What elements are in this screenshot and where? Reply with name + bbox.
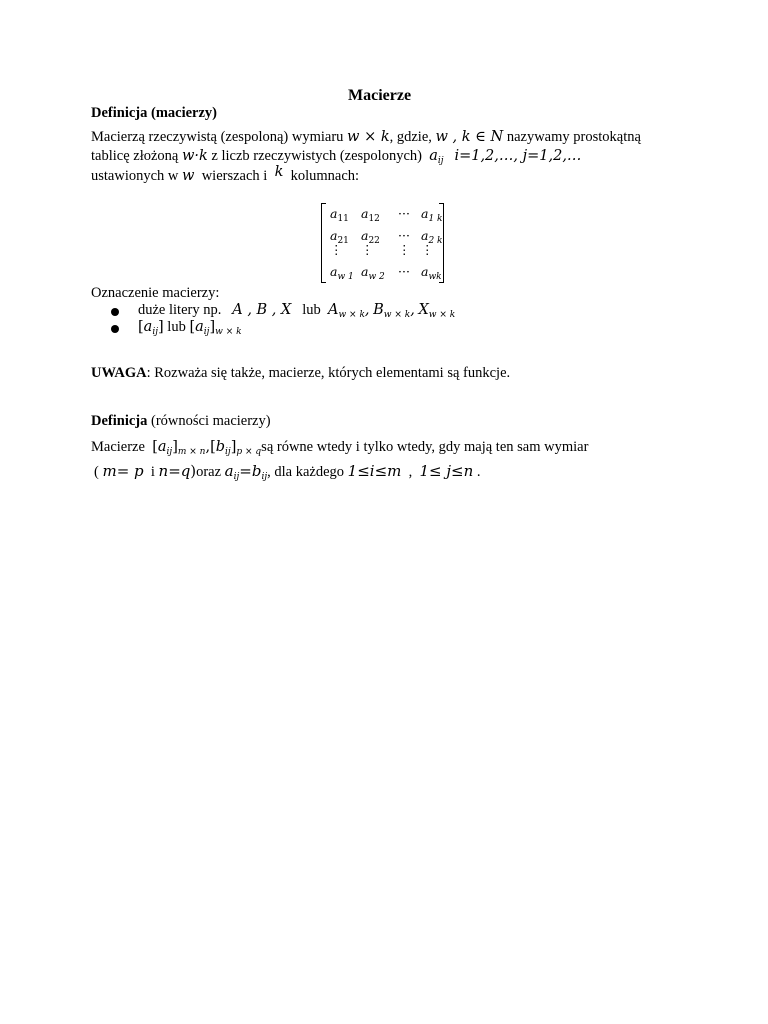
matrix-cell: $a_{2 k}$ xyxy=(421,228,443,246)
text: Macierze xyxy=(91,439,145,455)
page-title: Macierze xyxy=(348,87,412,104)
text: z liczb rzeczywistych (zespolonych) xyxy=(211,148,422,164)
math-subscript: p × q xyxy=(236,447,262,457)
text: . xyxy=(476,464,481,480)
text: oraz xyxy=(196,464,222,480)
math-range-i: 1≤i≤m xyxy=(347,462,402,480)
matrix-left-bracket xyxy=(321,203,326,283)
text: duże litery np. xyxy=(138,302,222,318)
text: są równe wtedy i tylko wtedy, gdy mają ten sam wymiar xyxy=(261,439,589,455)
matrix-cell: ··· xyxy=(398,228,410,243)
math-index-range: i=1,2,…, j=1,2,… xyxy=(454,148,582,164)
notation-bullet-1: duże litery np. A , B , X lub $A_{w \times k}$, $B_{w \times k}$, $X_{w \times k}$ xyxy=(138,302,456,320)
math-subscript: m × n xyxy=(177,447,206,457)
text: wierszach i xyxy=(201,168,268,184)
matrix-cell: ⋮ xyxy=(421,242,434,257)
note-text: : Rozważa się także, macierze, których elementami są funkcje. xyxy=(146,365,511,381)
matrix-cell: ··· xyxy=(398,264,410,279)
text: , xyxy=(408,464,413,480)
math-n-eq-q: n=q xyxy=(158,462,191,480)
text: nazywamy prostokątną xyxy=(506,129,641,145)
math-subscript: ij xyxy=(166,447,173,457)
math-letters: A , B , X xyxy=(232,302,292,318)
matrix-cell: $a_{21}$ xyxy=(330,228,349,246)
definition-2-line-2 xyxy=(94,462,481,481)
math-subscript: ij xyxy=(225,447,231,457)
text: ) xyxy=(190,464,197,480)
matrix-cell: $a_{w 2}$ xyxy=(361,264,385,282)
math-b: b xyxy=(251,462,262,480)
bullet-icon xyxy=(111,308,119,316)
math-range-j: 1≤ j≤n xyxy=(419,462,474,480)
matrix-cell: $a_{w 1}$ xyxy=(330,264,354,282)
math-element: a xyxy=(195,319,204,335)
math-subscript: ij xyxy=(437,156,444,166)
matrix-cell: ⋮ xyxy=(330,242,343,257)
text: ustawionych w xyxy=(91,168,179,184)
math-subscript: ij xyxy=(261,472,268,482)
matrix-cell: ⋮ xyxy=(361,242,374,257)
math-subscript: w × k xyxy=(428,310,456,320)
note-paragraph xyxy=(91,365,510,382)
text: tablicę złożoną xyxy=(91,148,179,164)
text: lub xyxy=(167,319,186,335)
definition-2-heading xyxy=(91,413,271,430)
matrix-cell: $a_{wk}$ xyxy=(421,264,442,282)
math-condition: w , k ∈ N xyxy=(435,129,504,145)
math-subscript: w × k xyxy=(215,327,242,337)
definition-line-2 xyxy=(91,148,581,165)
math-w: w xyxy=(182,168,195,184)
math-element: a xyxy=(143,319,153,335)
definition-2-line-1: Macierze $[a_{ij}]_{m \times n},[b_{ij}]_{p \times q}są$ równe wtedy i tylko wtedy, gdy mają ten sam wymiar xyxy=(91,439,589,457)
text: , dla każdego xyxy=(267,464,345,480)
math-m-eq-p: m= p xyxy=(102,462,144,480)
heading-rest: (równości macierzy) xyxy=(151,413,271,429)
text: kolumnach: xyxy=(290,168,360,184)
heading-bold: Definicja xyxy=(91,413,148,429)
text: lub xyxy=(302,302,321,318)
math-a: a xyxy=(157,439,167,455)
math-k: k xyxy=(274,164,284,180)
text: ( xyxy=(94,464,99,480)
text: i xyxy=(150,464,155,480)
math-subscript: ij xyxy=(203,327,210,337)
definition-heading: Definicja (macierzy) xyxy=(91,105,218,121)
math-a: a xyxy=(224,462,234,480)
math-subscript: w × k xyxy=(383,310,411,320)
math-b: b xyxy=(215,439,226,455)
matrix-cell: $a_{22}$ xyxy=(361,228,380,246)
math-dimension: w × k xyxy=(347,129,390,145)
text: , gdzie, xyxy=(389,129,432,145)
math-subscript: w × k xyxy=(338,310,365,320)
definition-line-1 xyxy=(91,129,641,146)
matrix-cell: $a_{12}$ xyxy=(361,206,380,224)
matrix-cell: $a_{11}$ xyxy=(330,206,349,224)
matrix-cell: ⋮ xyxy=(398,242,411,257)
math-subscript: ij xyxy=(233,472,240,482)
definition-line-3 xyxy=(91,164,360,185)
math-subscript: ij xyxy=(152,327,158,337)
math-B: B xyxy=(373,302,384,318)
math-equals: = xyxy=(239,462,252,480)
notation-heading: Oznaczenie macierzy: xyxy=(91,285,220,301)
bullet-icon xyxy=(111,325,119,333)
math-product: w·k xyxy=(181,148,208,164)
math-A: A xyxy=(328,302,339,318)
math-X: X xyxy=(418,302,429,318)
notation-bullet-2: $[a_{ij}]$ lub $[a_{ij}]_{w \times k}$ xyxy=(138,319,242,337)
note-label: UWAGA xyxy=(91,365,147,381)
math-element: a xyxy=(429,148,438,164)
text: Macierzą rzeczywistą (zespoloną) wymiaru xyxy=(91,129,344,145)
matrix-cell: ··· xyxy=(398,206,410,221)
matrix-cell: $a_{1 k}$ xyxy=(421,206,443,224)
